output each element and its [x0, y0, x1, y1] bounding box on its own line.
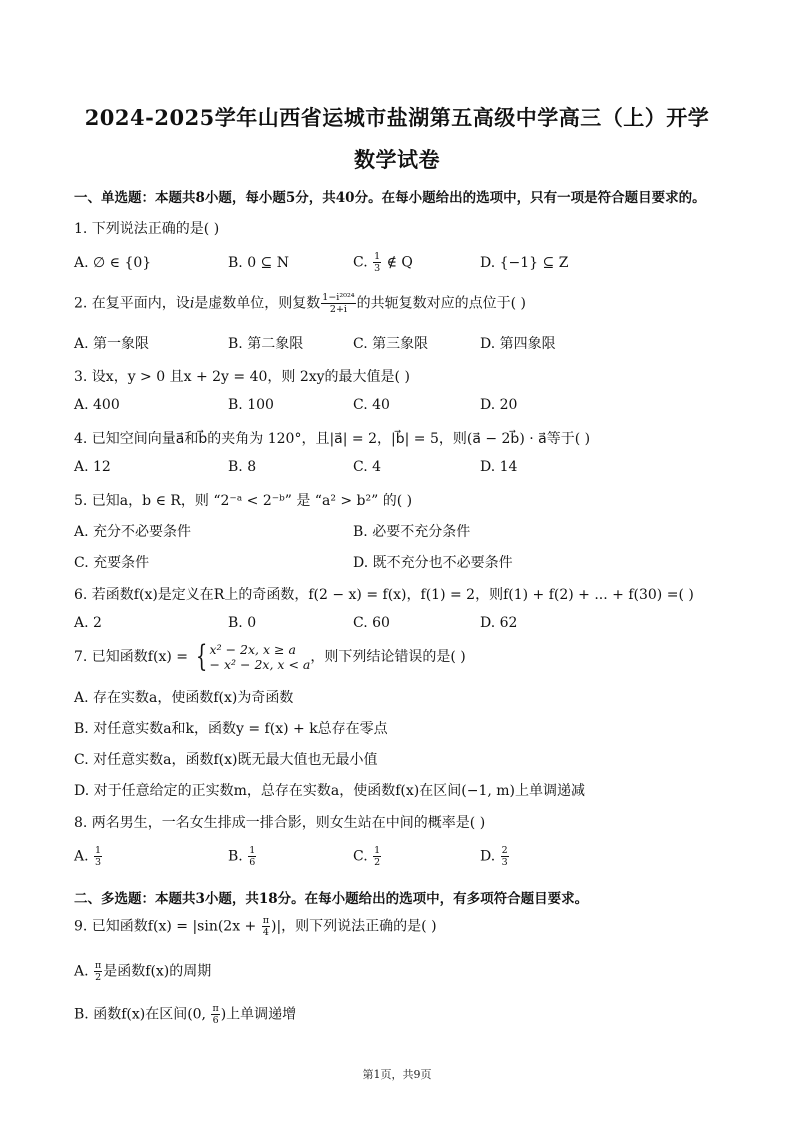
exam-title-line1: 2024-2025学年山西省运城市盐湖第五高级中学高三（上）开学	[84, 105, 710, 130]
question-3-option-b: B. 100	[228, 397, 274, 413]
fraction: $\frac{\text{1−i²⁰²⁴}}{2+i}$	[322, 292, 355, 315]
question-8-option-d: D. $\frac{2}{3}$	[480, 845, 508, 868]
fraction: $\frac{\pi}{2}$	[95, 960, 102, 983]
question-1-option-a: A. ∅ ∈ {0}	[74, 255, 152, 271]
fraction: $\frac{1}{3}$	[95, 845, 102, 868]
question-3-stem: 3. 设x，y > 0 且x + 2y = 40，则 2xy的最大值是( )	[74, 369, 410, 385]
question-5-stem: 5. 已知a，b ∈ R，则 “2⁻ᵃ < 2⁻ᵇ” 是 “a² > b²” 的( )	[74, 493, 413, 509]
question-5-option-d: D. 既不充分也不必要条件	[353, 555, 513, 571]
question-4-option-a: A. 12	[74, 459, 111, 475]
left-brace-icon: {	[196, 639, 208, 674]
question-2-option-d: D. 第四象限	[480, 336, 556, 352]
question-8-stem: 8. 两名男生，一名女生排成一排合影，则女生站在中间的概率是( )	[74, 815, 486, 831]
question-7-option-c: C. 对任意实数a，函数f(x)既无最大值也无最小值	[74, 752, 378, 768]
fraction: $\frac{1}{3}$	[374, 251, 381, 274]
question-6-option-c: C. 60	[353, 615, 390, 631]
question-3-option-d: D. 20	[480, 397, 518, 413]
piecewise-cases: x² − 2x, x ≥ a − x² − 2x, x < a	[209, 642, 311, 672]
question-5-option-a: A. 充分不必要条件	[74, 524, 192, 540]
question-5-option-b: B. 必要不充分条件	[353, 524, 471, 540]
question-5-option-c: C. 充要条件	[74, 555, 150, 571]
section-multiple-choice-header: 二、多选题：本题共3小题，共18分。在每小题给出的选项中，有多项符合题目要求。	[74, 891, 589, 907]
question-2-option-a: A. 第一象限	[74, 336, 150, 352]
fraction: $\frac{1}{2}$	[374, 845, 381, 868]
page-footer: 第1页，共9页	[362, 1068, 432, 1081]
question-4-option-d: D. 14	[480, 459, 518, 475]
question-9-option-b: B. 函数f(x)在区间(0, $\frac{\pi}{6}$ )上单调递增	[74, 1003, 297, 1026]
question-4-option-b: B. 8	[228, 459, 257, 475]
question-9-option-a: A. $\frac{\pi}{2}$ 是函数f(x)的周期	[74, 960, 212, 983]
question-6-option-a: A. 2	[74, 615, 102, 631]
question-1-stem: 1. 下列说法正确的是( )	[74, 221, 220, 237]
fraction: $\frac{1}{6}$	[249, 845, 256, 868]
section-single-choice-header: 一、单选题：本题共8小题，每小题5分，共40分。在每小题给出的选项中，只有一项是符合题目要求的。	[74, 190, 706, 206]
question-1-option-b: B. 0 ⊆ N	[228, 255, 289, 271]
question-6-option-d: D. 62	[480, 615, 518, 631]
question-4-option-c: C. 4	[353, 459, 382, 475]
question-1-option-d: D. {−1} ⊆ Z	[480, 255, 569, 271]
question-8-option-b: B. $\frac{1}{6}$	[228, 845, 256, 868]
question-3-option-c: C. 40	[353, 397, 390, 413]
question-8-option-c: C. $\frac{1}{2}$	[353, 845, 381, 868]
question-3-option-a: A. 400	[74, 397, 120, 413]
exam-title-line2: 数学试卷	[354, 147, 440, 172]
question-7-option-d: D. 对于任意给定的正实数m，总存在实数a，使函数f(x)在区间(−1, m)上单调递减	[74, 783, 585, 799]
question-4-stem: 4. 已知空间向量a⃗和b⃗的夹角为 120°，且|a⃗| = 2，|b⃗| = 5，则(a⃗ − 2b⃗) · a⃗等于( )	[74, 431, 591, 447]
question-6-stem: 6. 若函数f(x)是定义在R上的奇函数，f(2 − x) = f(x)，f(1) = 2，则f(1) + f(2) + ... + f(30) =( )	[74, 587, 694, 603]
question-1-option-c: C. $\frac{1}{3}$ ∉ Q	[353, 251, 413, 274]
fraction: $\frac{\pi}{4}$	[262, 915, 269, 938]
question-2-option-c: C. 第三象限	[353, 336, 429, 352]
question-9-stem: 9. 已知函数f(x) = |sin(2x + $\frac{\pi}{4}$ )|，则下列说法正确的是( )	[74, 915, 437, 938]
question-7-option-b: B. 对任意实数a和k，函数y = f(x) + k总存在零点	[74, 721, 388, 737]
question-2-stem: 2. 在复平面内，设i是虚数单位，则复数 $\frac{\text{1−i²⁰²⁴}}{2+i}$ 的共轭复数对应的点位于( )	[74, 292, 526, 315]
fraction: $\frac{2}{3}$	[501, 845, 508, 868]
question-2-option-b: B. 第二象限	[228, 336, 304, 352]
question-7-stem: 7. 已知函数f(x) = { x² − 2x, x ≥ a − x² − 2x, x < a ，则下列结论错误的是( )	[74, 639, 466, 674]
question-7-option-a: A. 存在实数a，使函数f(x)为奇函数	[74, 690, 294, 706]
question-8-option-a: A. $\frac{1}{3}$	[74, 845, 102, 868]
question-6-option-b: B. 0	[228, 615, 257, 631]
fraction: $\frac{\pi}{6}$	[212, 1003, 219, 1026]
